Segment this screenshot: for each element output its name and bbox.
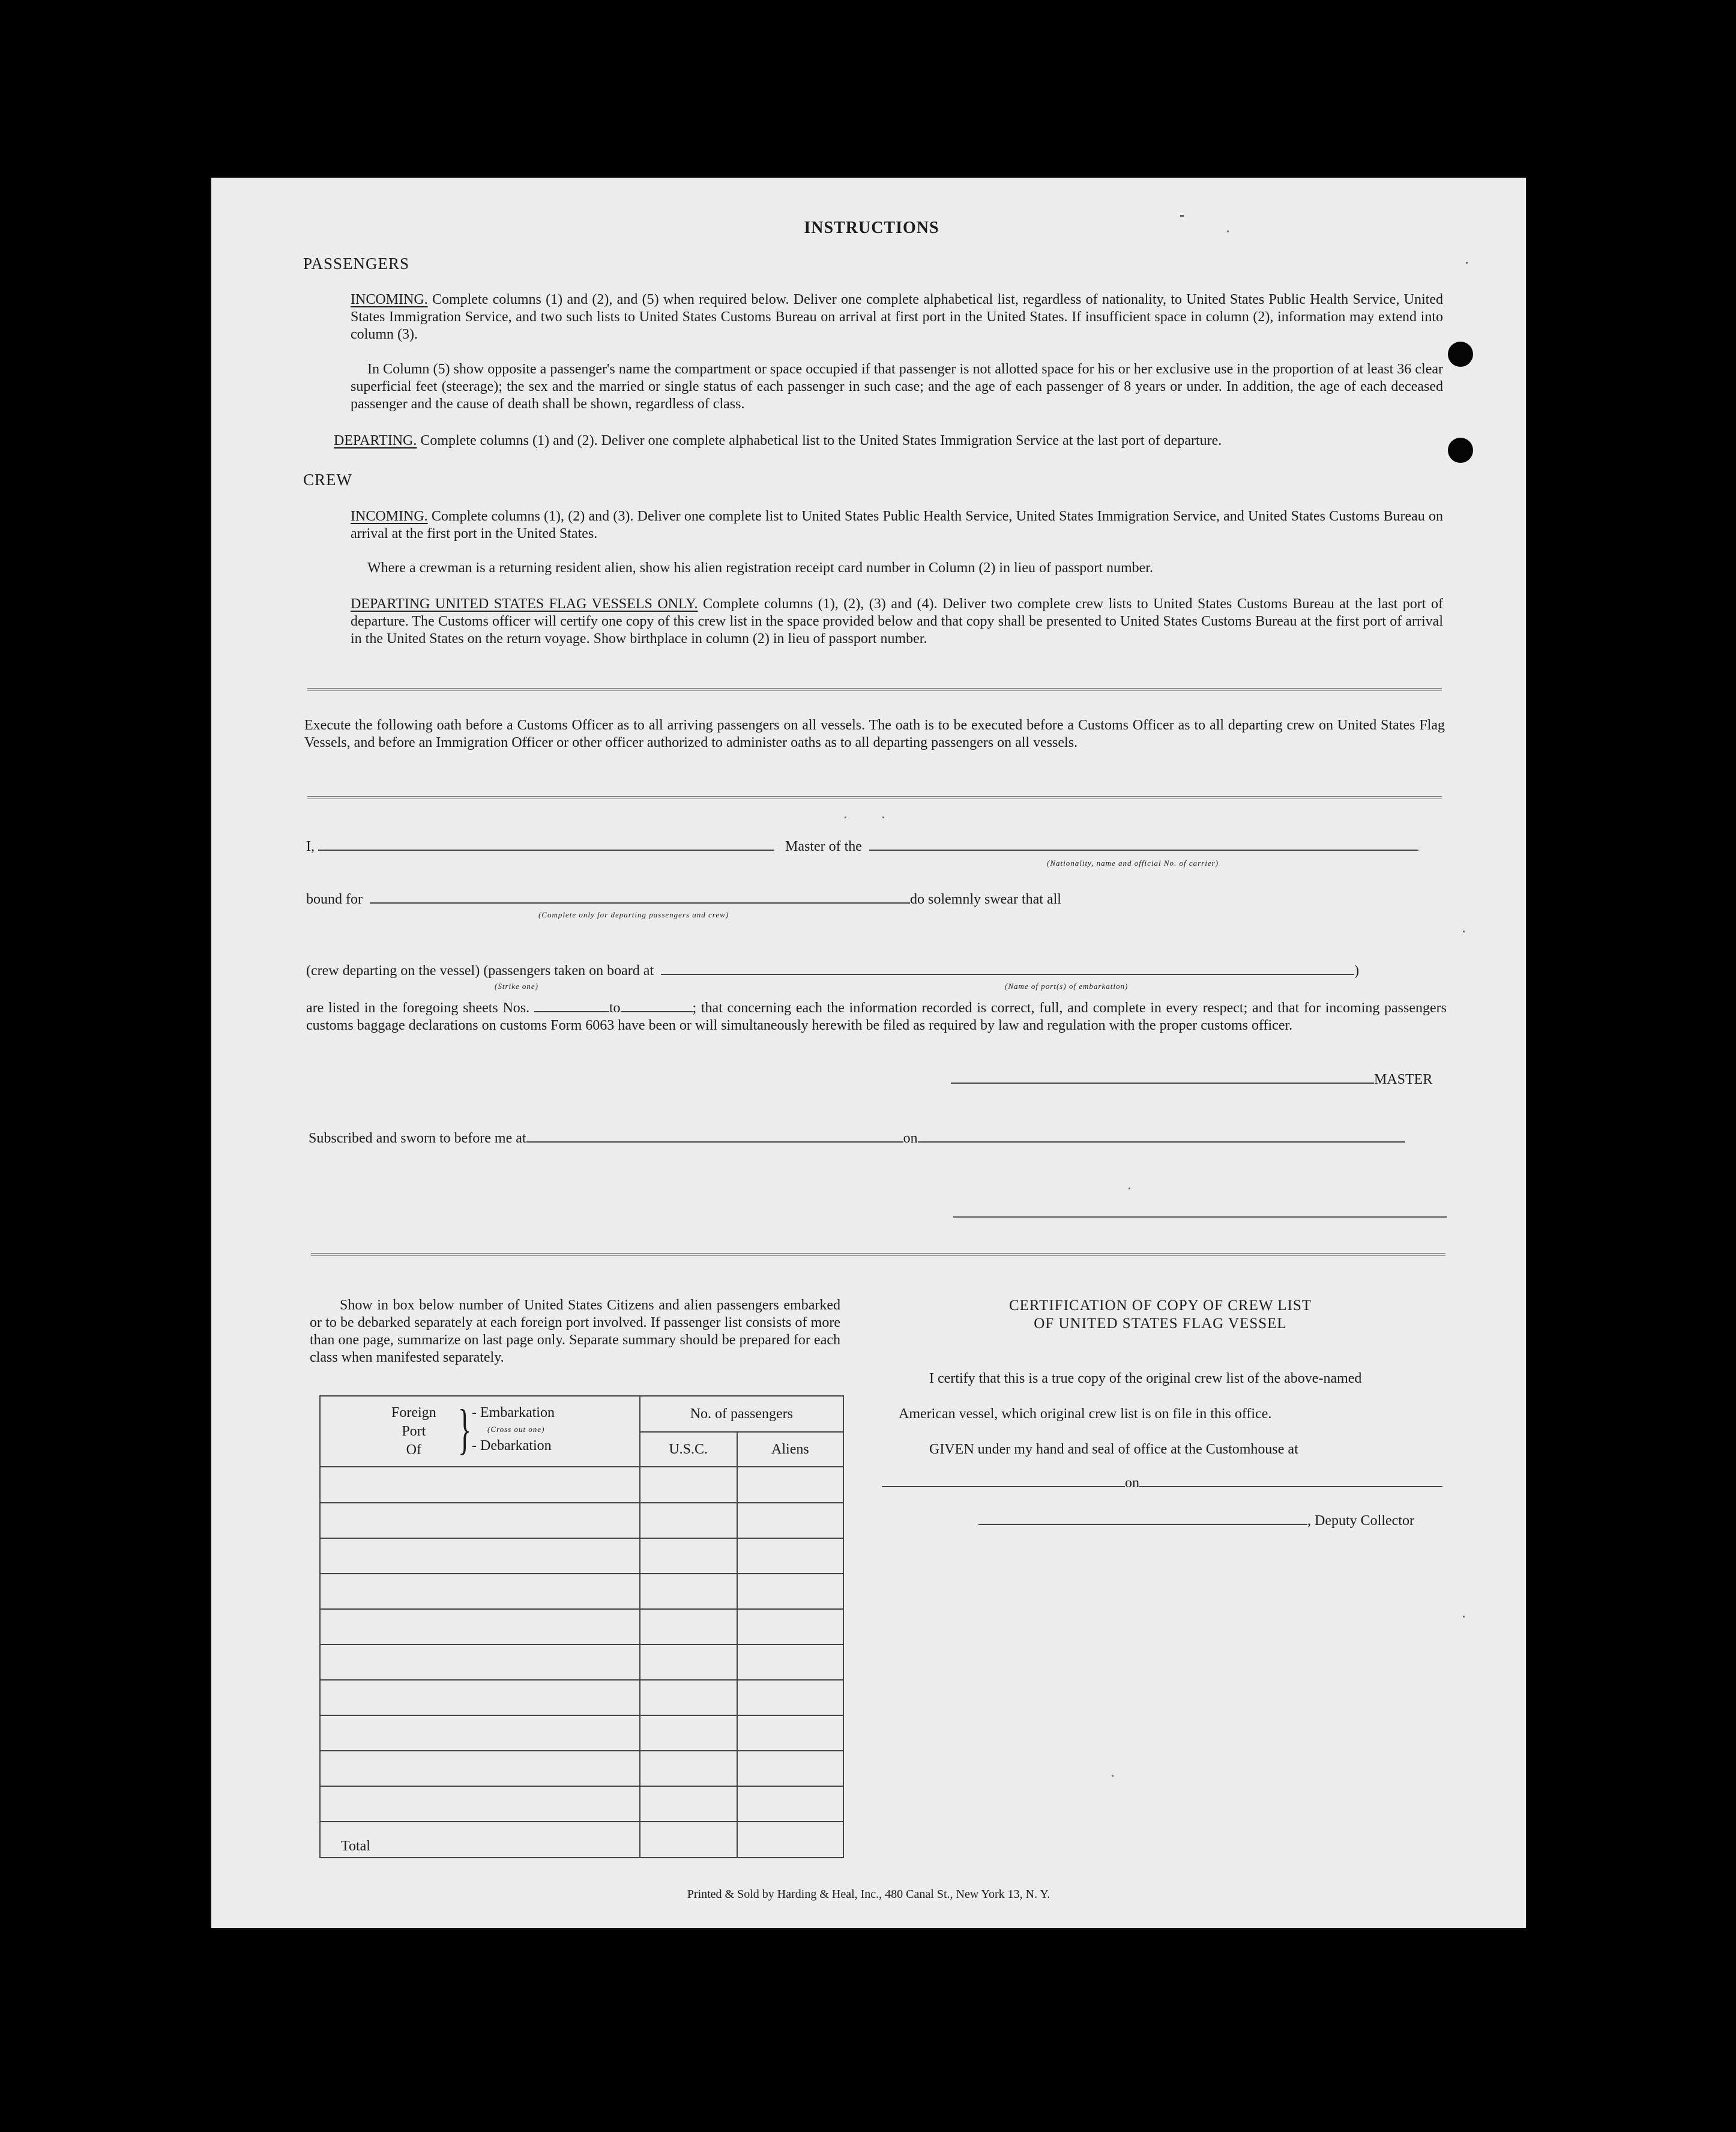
- carrier-field[interactable]: [869, 850, 1418, 851]
- master-name-field[interactable]: [318, 850, 774, 851]
- port-cell[interactable]: [320, 1680, 640, 1715]
- debarkation-option[interactable]: - Debarkation: [472, 1438, 552, 1454]
- aliens-cell[interactable]: [737, 1644, 843, 1680]
- customhouse-line: [882, 1475, 1458, 1492]
- port-cell[interactable]: [320, 1751, 640, 1786]
- master-of-the-label: Master of the: [785, 839, 862, 854]
- crew-incoming-paragraph: [351, 508, 1443, 543]
- divider: [307, 796, 1442, 799]
- certification-title-line1: CERTIFICATION OF COPY OF CREW LIST: [1008, 1297, 1312, 1314]
- passengers-incoming-paragraph: [351, 291, 1443, 343]
- scan-speck: [845, 817, 846, 818]
- table-row: [320, 1609, 843, 1644]
- certification-date-field[interactable]: [1139, 1486, 1442, 1487]
- usc-cell[interactable]: [640, 1786, 737, 1822]
- table-row: [320, 1786, 843, 1822]
- port-cell[interactable]: [320, 1503, 640, 1538]
- table-row: [320, 1574, 843, 1609]
- oath-listed-paragraph: [306, 1000, 1447, 1034]
- passengers-column5-paragraph: In Column (5) show opposite a passenger's name the compartment or space occupied if that passenger is not allotted space for his or her exclusive use in the proportion of at least 36 clear superficial feet (steerage); the sex and the married or single status of each passenger in such case; and the age of each passenger of 8 years or under. In addition, the age of each deceased passenger and the cause of death shall be shown, regardless of class.: [351, 361, 1443, 412]
- port-cell[interactable]: [320, 1609, 640, 1644]
- foreign-label: Foreign: [391, 1405, 436, 1421]
- passengers-departing-label: DEPARTING.: [334, 433, 417, 448]
- crew-incoming-label: INCOMING.: [351, 509, 428, 524]
- crew-departing-paragraph: [351, 596, 1443, 648]
- passengers-departing-text: Complete columns (1) and (2). Deliver one complete alphabetical list to the United States Immigration Service at the last port of departure.: [417, 433, 1222, 448]
- subscribed-label: Subscribed and sworn to before me at: [309, 1131, 526, 1146]
- master-signature-line: [951, 1071, 1455, 1089]
- crew-departing-text: Complete columns (1), (2), (3) and (4). Deliver two complete crew lists to United States Customs Bureau at the last port of departure. The Customs officer will certify one copy of this crew list in the space provided below and that copy shall be presented to United States Customs Bureau at the first port of arrival in the United States on the return voyage. Show birthplace in column (2) in lieu of passport number.: [351, 596, 1443, 647]
- listed-suffix: ; that concerning each the information recorded is correct, full, and complete in every respect; and that for incoming passengers customs baggage declarations on customs Form 6063 have been or will simultaneously herewith be filed as required by law and regulation with the proper customs officer.: [306, 1000, 1447, 1033]
- oath-line-master: [306, 838, 1447, 856]
- port-of-embarkation-field[interactable]: [661, 974, 1354, 975]
- subscribed-line: [309, 1130, 1461, 1147]
- oath-intro: Execute the following oath before a Customs Officer as to all arriving passengers on all vessels. The oath is to be executed before a Customs Officer as to all departing crew on United States Flag Vessels, and before an Immigration Officer or other officer authorized to administer oaths as to all departing passengers on all vessels.: [304, 717, 1445, 750]
- printer-footer: Printed & Sold by Harding & Heal, Inc., 480 Canal St., New York 13, N. Y.: [687, 1888, 1050, 1901]
- oath-line-crew: [306, 962, 1453, 980]
- oath-i-label: I,: [306, 839, 315, 854]
- aliens-cell[interactable]: [737, 1751, 843, 1786]
- table-row: [320, 1751, 843, 1786]
- port-note: (Name of port(s) of embarkation): [1005, 982, 1129, 991]
- scan-speck: [1129, 1188, 1130, 1189]
- on-label: on: [903, 1131, 918, 1146]
- aliens-cell[interactable]: [737, 1609, 843, 1644]
- customhouse-field[interactable]: [882, 1486, 1125, 1487]
- divider: [307, 688, 1442, 691]
- sheet-from-field[interactable]: [534, 1011, 609, 1012]
- port-header-cell: [320, 1396, 640, 1467]
- punch-hole: [1448, 342, 1473, 367]
- oath-line-bound: [306, 891, 1147, 908]
- usc-cell[interactable]: [640, 1574, 737, 1609]
- port-cell[interactable]: [320, 1467, 640, 1503]
- sheet-to-field[interactable]: [621, 1011, 693, 1012]
- given-line: GIVEN under my hand and seal of office at the Customhouse at: [929, 1442, 1298, 1457]
- passengers-incoming-text: Complete columns (1) and (2), and (5) when required below. Deliver one complete alphabetical list, regardless of nationality, to United States Public Health Service, United States Immigration Service, and two such lists to United States Customs Bureau on arrival at first port in the United States. If insufficient space in column (2), information may extend into column (3).: [351, 292, 1443, 342]
- aliens-cell[interactable]: [737, 1503, 843, 1538]
- table-row: [320, 1503, 843, 1538]
- close-paren: ): [1354, 963, 1360, 979]
- deputy-signature-field[interactable]: [978, 1524, 1307, 1525]
- crew-departing-label: (crew departing on the vessel) (passengers taken on board at: [306, 963, 654, 979]
- aliens-header: Aliens: [737, 1432, 843, 1467]
- master-label: MASTER: [1374, 1072, 1433, 1087]
- deputy-label: , Deputy Collector: [1307, 1513, 1414, 1529]
- usc-header: U.S.C.: [640, 1432, 737, 1467]
- bound-for-field[interactable]: [370, 902, 910, 904]
- usc-cell[interactable]: [640, 1680, 737, 1715]
- subscribed-date-field[interactable]: [918, 1141, 1405, 1143]
- certification-title-line2: OF UNITED STATES FLAG VESSEL: [1034, 1315, 1287, 1332]
- officer-signature-line[interactable]: [953, 1216, 1447, 1218]
- certification-on-label: on: [1125, 1475, 1139, 1491]
- port-cell[interactable]: [320, 1538, 640, 1574]
- crew-resident-paragraph: Where a crewman is a returning resident alien, show his alien registration receipt card number in Column (2) in lieu of passport number.: [367, 560, 1153, 576]
- usc-cell[interactable]: [640, 1715, 737, 1751]
- certification-title: [866, 1297, 1455, 1333]
- usc-cell[interactable]: [640, 1751, 737, 1786]
- brace-icon: }: [458, 1398, 472, 1460]
- embarkation-option[interactable]: - Embarkation: [472, 1405, 555, 1421]
- aliens-cell[interactable]: [737, 1715, 843, 1751]
- total-row: [320, 1822, 843, 1858]
- certify-line1: I certify that this is a true copy of the original crew list of the above-named: [929, 1371, 1362, 1386]
- aliens-cell[interactable]: [737, 1680, 843, 1715]
- listed-prefix: are listed in the foregoing sheets Nos.: [306, 1000, 530, 1016]
- divider: [311, 1253, 1445, 1256]
- table-row: [320, 1715, 843, 1751]
- scan-speck: [1112, 1775, 1114, 1777]
- of-label: Of: [406, 1442, 421, 1458]
- passengers-heading: PASSENGERS: [303, 255, 410, 273]
- strike-one-note: (Strike one): [495, 982, 539, 991]
- scan-speck: [1466, 262, 1468, 264]
- scan-speck: [1463, 1616, 1465, 1617]
- usc-total-cell[interactable]: [640, 1822, 737, 1858]
- punch-hole: [1448, 438, 1473, 463]
- passenger-summary-table: [319, 1395, 844, 1858]
- aliens-cell[interactable]: [737, 1538, 843, 1574]
- summary-intro: Show in box below number of United States Citizens and alien passengers embarked or to be debarked separately at each foreign port involved. If passenger list consists of more than one page, summarize on last page only. Separate summary should be prepared for each class when manifested separately.: [310, 1297, 840, 1365]
- scan-speck: [1463, 931, 1465, 932]
- table-row: [320, 1680, 843, 1715]
- usc-cell[interactable]: [640, 1538, 737, 1574]
- table-row: [320, 1538, 843, 1574]
- passengers-departing-paragraph: [334, 432, 1444, 450]
- no-of-passengers-header: No. of passengers: [640, 1396, 843, 1432]
- complete-only-note: (Complete only for departing passengers and crew): [538, 910, 729, 919]
- bound-for-label: bound for: [306, 892, 363, 907]
- table-row: [320, 1644, 843, 1680]
- port-cell[interactable]: [320, 1644, 640, 1680]
- usc-cell[interactable]: [640, 1503, 737, 1538]
- aliens-cell[interactable]: [737, 1574, 843, 1609]
- port-label: Port: [402, 1424, 426, 1439]
- do-solemnly-label: do solemnly swear that all: [909, 892, 1061, 907]
- port-cell[interactable]: [320, 1574, 640, 1609]
- nationality-note: (Nationality, name and official No. of carrier): [1047, 859, 1219, 868]
- total-label: Total: [320, 1822, 640, 1858]
- crew-incoming-text: Complete columns (1), (2) and (3). Deliver one complete list to United States Public Health Service, United States Immigration Service, and United States Customs Bureau on arrival at the first port in the United States.: [351, 509, 1443, 542]
- aliens-cell[interactable]: [737, 1786, 843, 1822]
- passengers-incoming-label: INCOMING.: [351, 292, 428, 307]
- subscribed-place-field[interactable]: [526, 1141, 903, 1143]
- scan-speck: [882, 817, 884, 818]
- usc-cell[interactable]: [640, 1467, 737, 1503]
- scan-speck: [1180, 215, 1184, 217]
- port-cell[interactable]: [320, 1786, 640, 1822]
- cross-out-note: (Cross out one): [487, 1425, 545, 1434]
- crew-heading: CREW: [303, 471, 352, 489]
- deputy-line: [978, 1512, 1471, 1530]
- usc-cell[interactable]: [640, 1609, 737, 1644]
- scan-speck: [1227, 231, 1229, 232]
- aliens-cell[interactable]: [737, 1467, 843, 1503]
- to-label: to: [609, 1000, 621, 1016]
- aliens-total-cell[interactable]: [737, 1822, 843, 1858]
- usc-cell[interactable]: [640, 1644, 737, 1680]
- crew-departing-label: DEPARTING UNITED STATES FLAG VESSELS ONLY.: [351, 596, 698, 612]
- instructions-title: INSTRUCTIONS: [804, 219, 939, 237]
- port-cell[interactable]: [320, 1715, 640, 1751]
- form-page: [211, 178, 1526, 1928]
- master-signature-field[interactable]: [951, 1083, 1374, 1084]
- certify-line2: American vessel, which original crew list is on file in this office.: [899, 1406, 1272, 1422]
- table-row: [320, 1467, 843, 1503]
